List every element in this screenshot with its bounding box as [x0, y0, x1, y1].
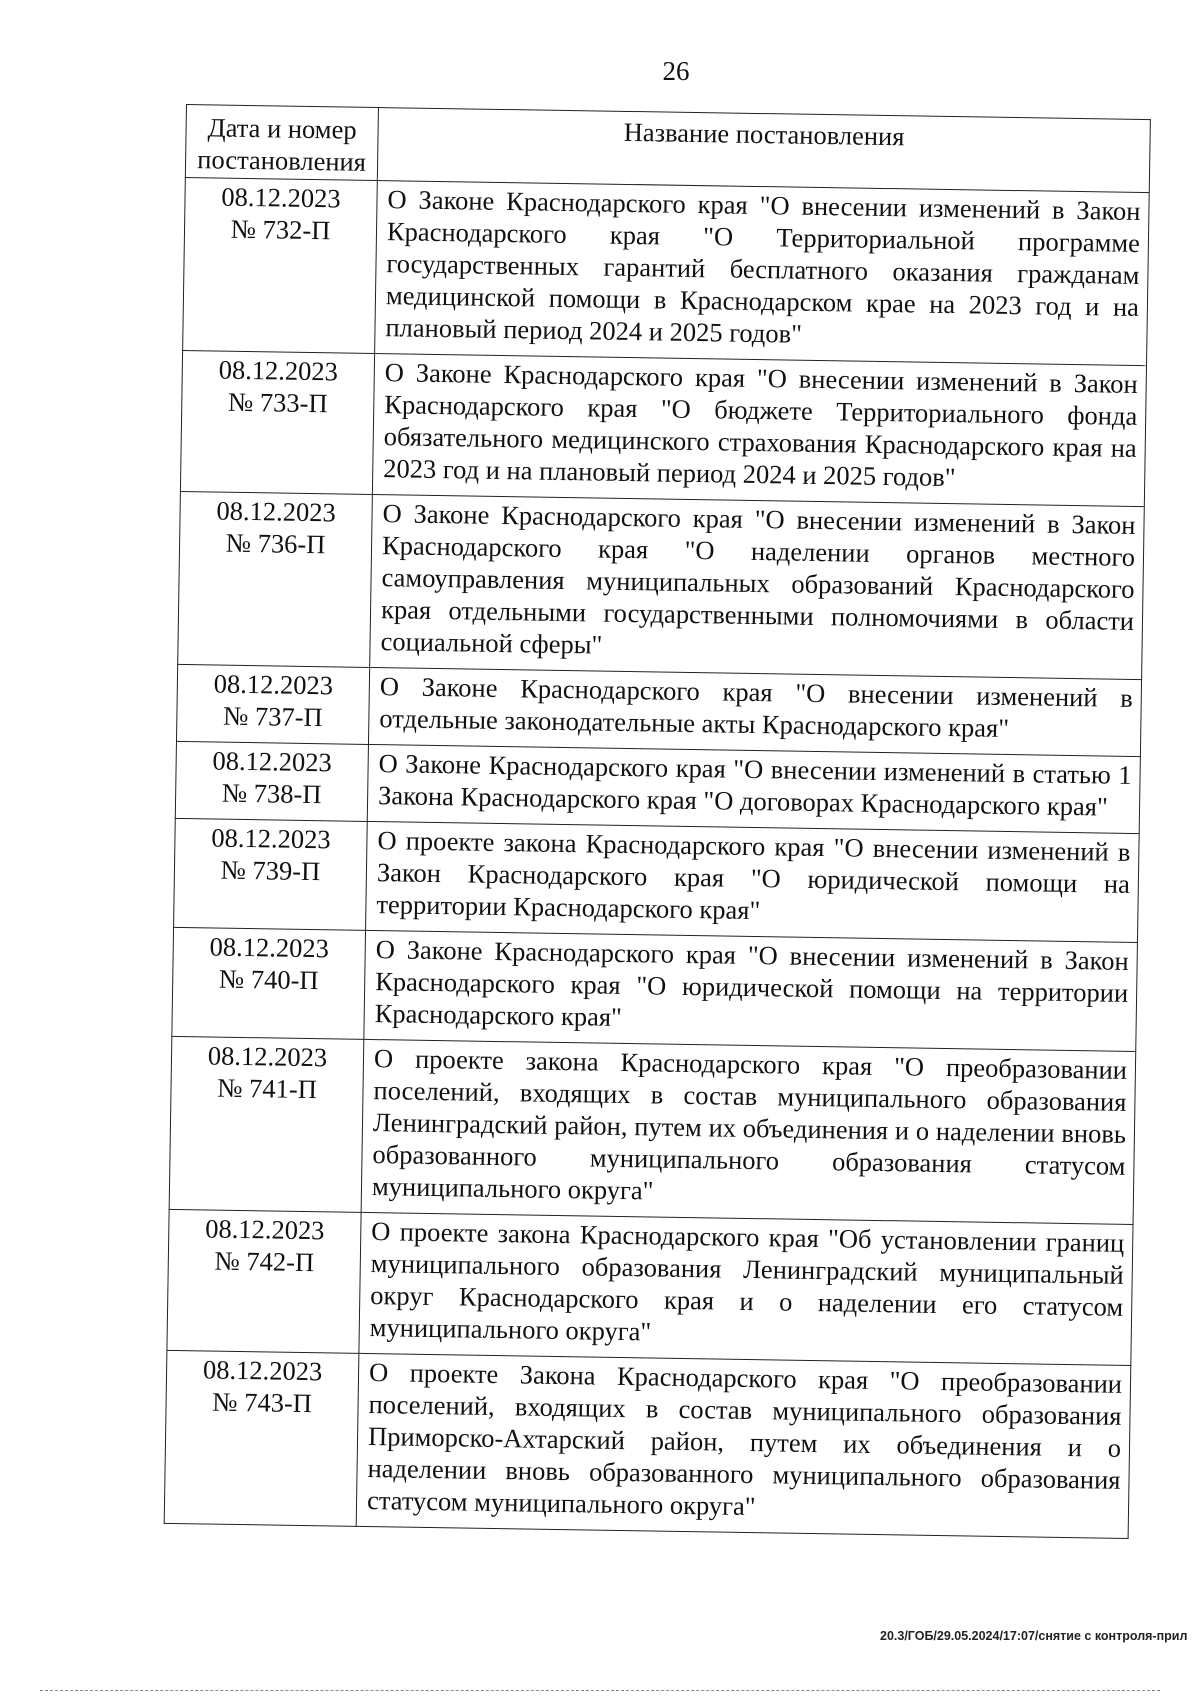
resolution-date-number [169, 1036, 364, 1212]
resolutions-table [164, 104, 1151, 1539]
resolution-number: № 732-П [230, 213, 331, 246]
resolution-date: 08.12.2023 [221, 181, 341, 214]
resolution-title: О Законе Краснодарского края "О внесении изменений в Закон Краснодарского края "О наделении органов местного самоуправления муниципальных образований Краснодарского края отдельными государственными полномочиями в области социальной сферы" [370, 494, 1145, 679]
resolution-number: № 733-П [227, 386, 328, 419]
header-date-number: Дата и номер постановления [185, 105, 378, 181]
resolution-date: 08.12.2023 [211, 822, 331, 855]
resolution-date-number [167, 1209, 361, 1353]
scan-edge-line [40, 1690, 1160, 1691]
resolution-date: 08.12.2023 [207, 1040, 328, 1073]
resolution-date-number [176, 664, 369, 744]
header-title: Название постановления [377, 108, 1150, 193]
page-number: 26 [662, 56, 690, 86]
table-row [178, 491, 1145, 679]
resolution-title: О Законе Краснодарского края "О внесении изменений в Закон Краснодарского края "О юридической помощи на территории Краснодарского края" [364, 930, 1138, 1051]
table-row [167, 1209, 1133, 1365]
resolution-date-number [183, 177, 378, 353]
table-row [172, 927, 1138, 1051]
resolution-number: № 738-П [221, 777, 322, 810]
resolution-number: № 743-П [212, 1386, 313, 1419]
resolution-date: 08.12.2023 [213, 668, 334, 701]
resolution-number: № 736-П [225, 527, 326, 560]
resolution-title: О Законе Краснодарского края "О внесении изменений в отдельные законодательные акты Краснодарского края" [368, 667, 1141, 756]
resolution-date-number [180, 350, 374, 494]
resolution-date-number [174, 818, 368, 930]
resolution-title: О Законе Краснодарского края "О внесении изменений в Закон Краснодарского края "О Территориальной программе государственных гарантий бесплатного оказания гражданам медицинской помощи в Краснодарском крае на 2023 год и на плановый период 2024 и 2025 годов" [375, 181, 1150, 366]
resolution-title: О проекте Закона Краснодарского края "О преобразовании поселений, входящих в состав муниципального образования Приморско-Ахтарский район, путем их объединения и о наделении вновь образованного муниципального образования статусом муниципального округа" [356, 1353, 1131, 1538]
resolution-date: 08.12.2023 [202, 1354, 323, 1387]
resolution-date-number [172, 927, 366, 1039]
resolution-date: 08.12.2023 [209, 931, 330, 964]
resolution-title: О Законе Краснодарского края "О внесении изменений в Закон Краснодарского края "О бюджете Территориального фонда обязательного медицинского страхования Краснодарского края на 2023 год и на плановый период 2024 и 2025 годов" [372, 353, 1146, 506]
resolution-date-number [178, 491, 373, 667]
resolution-number: № 742-П [214, 1245, 315, 1278]
resolution-date: 08.12.2023 [212, 745, 333, 778]
resolution-number: № 739-П [220, 854, 321, 887]
resolution-title: О Законе Краснодарского края "О внесении изменений в статью 1 Закона Краснодарского края "О договорах Краснодарского края" [367, 744, 1140, 833]
resolution-date: 08.12.2023 [218, 354, 339, 387]
resolution-date: 08.12.2023 [204, 1213, 325, 1246]
resolution-date-number [175, 741, 368, 821]
resolution-title: О проекте закона Краснодарского края "Об установлении границ муниципального образования Ленинградский муниципальный округ Краснодарского края и о наделении его статусом муниципального округа" [359, 1212, 1133, 1365]
resolution-number: № 740-П [218, 963, 319, 996]
table-row [180, 350, 1146, 506]
table-body [164, 177, 1149, 1538]
document-control-code: 20.3/ГОБ/29.05.2024/17:07/снятие с контроля-прил [880, 1629, 1188, 1643]
table-row [164, 1350, 1131, 1538]
resolution-date: 08.12.2023 [216, 495, 336, 528]
resolution-date-number [164, 1350, 359, 1526]
resolution-title: О проекте закона Краснодарского края "О преобразовании поселений, входящих в состав муниципального образования Ленинградский район, путем их объединения и о наделении вновь образованного муниципального образования статусом муниципального округа" [361, 1039, 1136, 1224]
resolution-number: № 741-П [217, 1072, 318, 1105]
table-row [174, 818, 1140, 942]
resolution-title: О проекте закона Краснодарского края "О внесении изменений в Закон Краснодарского края "О юридической помощи на территории Краснодарского края" [366, 821, 1140, 942]
table-row [169, 1036, 1136, 1224]
table-row [183, 177, 1150, 365]
resolution-number: № 737-П [222, 700, 323, 733]
